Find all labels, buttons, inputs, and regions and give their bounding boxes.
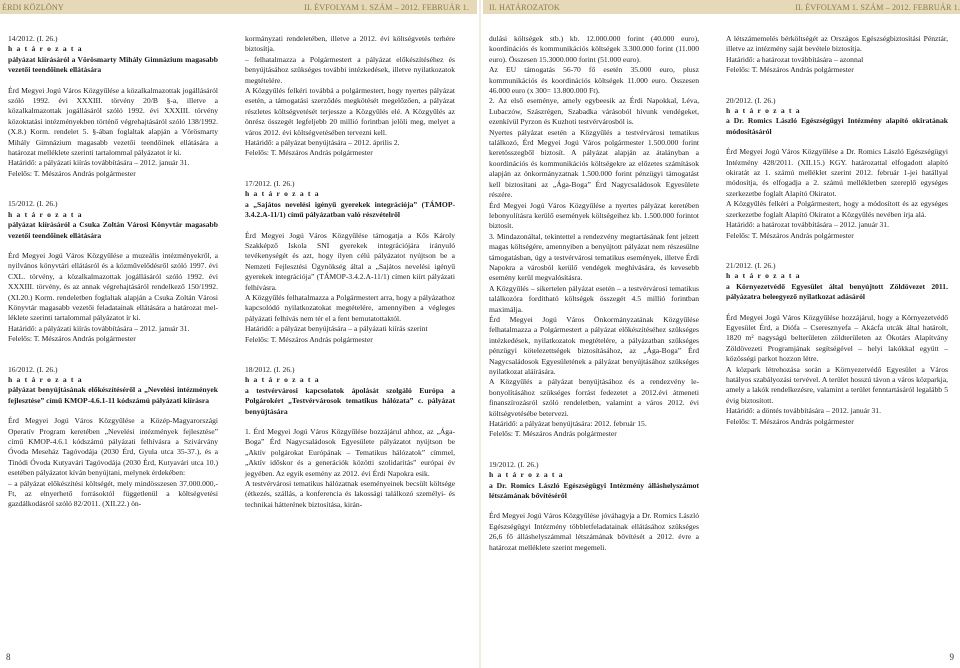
body-paragraph: Határidő: a határozat továbbítására – azonnal <box>726 54 864 64</box>
resolution-title: a testvérvárosi kapcsolatok ápolását szolgáló Európa a Polgárokért „Testvérvárosok tematikus hálózata” c. pályázat benyújtására <box>245 385 455 416</box>
spacer <box>8 345 218 365</box>
body-paragraph: Felelős: T. Mészáros András polgármester <box>726 65 854 75</box>
spacer <box>245 221 455 231</box>
resolution-number: 16/2012. (I. 26.) <box>8 364 58 374</box>
resolution-label: h a t á r o z a t a <box>489 470 564 480</box>
spacer <box>726 241 948 261</box>
spacer <box>245 417 455 427</box>
body-paragraph: Határidő: a pályázat benyújtására – 2012. április 2. <box>245 138 400 148</box>
body-paragraph: Felelős: T. Mészáros András polgármester <box>489 429 617 439</box>
body-paragraph: A Közgyűlés – sikertelen pályázat esetén – a testvérvárosi tematikus találkozóra fordítható költségek összegét 4.5 millió forintban maximálja. <box>489 283 699 314</box>
body-paragraph: Érd Megyei Jogú Város Közgyűlése jóváhagyja a Dr. Romics László Egészségügyi Intézmény többletfeladatainak ellátásához szükséges 26,6 fő álláshelyszámmal létszámának bővítését a 2012. évre a határozat melléklete szerint megemeli. <box>489 511 699 552</box>
body-paragraph: Érd Megyei Jogú Város Közgyűlése a nyertes pályázat keretében lebonyolításra kerülő események költségeihez kb. 1.500.000 forintot biztosít. <box>489 200 699 231</box>
spacer <box>726 137 948 147</box>
body-paragraph: A létszámemelés bérköltségét az Országos Egészségbiztosítási Pénztár, illetve az intézmény saját bevétele biztosítja. <box>726 34 948 54</box>
body-paragraph: A Közgyűlés a pályázat benyújtásához és a rendezvény lebonyolításához szükséges forrást fedezetet a 2012.évi átmeneti finanszírozásról szóló rendeletben, valamint a város 2012. évi költségvetésébe betervezi. <box>489 377 699 418</box>
spacer <box>245 345 455 365</box>
spacer <box>726 76 948 96</box>
running-header-left <box>0 0 477 14</box>
body-paragraph: Felelős: T. Mészáros András polgármester <box>8 334 136 344</box>
body-paragraph: Érd Megyei Jogú Város Közgyűlése a Közép-Magyarországi Operatív Program keretében „Nevelési intézmények fejlesztése” című KMOP-4.6.1 kódszámú pályázati felhívásra a Szivárvány Óvoda Meseház Tagóvodája (2030 Érd, Gyula utca 35-37.), és a Tinódi Óvoda Kutyavári Tagóvodája (2030 Érd, Kutyavári utca 10.) esetében pályázatot kíván benyújtani, melynek érdekében: <box>8 416 218 478</box>
resolution-title: pályázat benyújtásának előkészítéséről a „Nevelési intézmények fejlesztése” című KMOP-4.6.1-11 kódszámú pályázati kiírásra <box>8 385 218 405</box>
spacer <box>489 501 699 511</box>
resolution-label: h a t á r o z a t a <box>8 209 83 219</box>
body-paragraph: Érd Megyei Jogú Város Közgyűlése hozzájárul, hogy a Környezetvédő Egyesület Érd, a Diófa – Cseresznyefa – Akácfa utcák által határolt, 1820 m² nagyságú belterületen zöldterületen az Ökotárs Alapítvány Zöldövezeti Programjának segítségével – helyi lakókkal együtt – közösségi parkot hozzon létre. <box>726 312 948 364</box>
body-paragraph: Az EU támogatás 56-70 fő esetén 35.000 euro, plusz kommunikációs és koordinációs költségek 11.000 euro. Összesen 46.000 euro (x 300= 13.800.000 Ft). <box>489 65 699 96</box>
resolution-number: 15/2012. (I. 26.) <box>8 199 58 209</box>
section-title: II. HATÁROZATOK <box>489 2 560 12</box>
resolution-label: h a t á r o z a t a <box>8 44 83 54</box>
body-paragraph: – felhatalmazza a Polgármestert a pályázat előkészítéséhez és benyújtásához szükséges további intézkedések, illetve nyilatkozatok megtételére. <box>245 54 455 85</box>
body-paragraph: Érd Megyei Jogú Város Közgyűlése a muzeális intézményekről, a nyilvános könyvtári ellátásról és a közművelődésről szóló 1997. évi CXL. törvény, a közalkalmazottak jogállásáról szóló 1992. évi XXXIII. törvény, és az annak végrehajtásáról rendelkező 150/1992. (XI.20.) Korm. rendeletben foglaltak alapján a Csuka Zoltán Városi Könyvtár magasabb vezetői feladatainak ellátására a határozat melléklete szerinti tartalommal pályázatot ír ki. <box>8 250 218 323</box>
gazette-title: ÉRDI KÖZLÖNY <box>2 2 64 12</box>
body-paragraph: Nyertes pályázat esetén a Közgyűlés a testvérvárosi tematikus találkozó, Érd Megyei Jogú Város polgármester 1.500.000 forint keretösszegből biztosít. A pályázat alapján az átalányban a koordinációs és kommunikációs költségekre az előzetes számítások alapján az önkormányzatnak 1.500.000 forint pénzügyi támogatást kell biztosítani az „Ága-Boga” Érd Nagycsaládosok Egyesülete részére. <box>489 127 699 200</box>
body-paragraph: Érd Megyei Jogú Város Közgyűlése a Dr. Romics László Egészségügyi Intézmény 428/2011. (XII.15.) KGY. határozattal elfogadott alapító okiratát az 1. számú melléklet szerint 2012. február 1-jei hatállyal módosítja, és elfogadja a 2. számú mellékletben szereplő egységes szerkezetbe foglalt Alapító Okiratot. <box>726 147 948 198</box>
body-paragraph: Felelős: T. Mészáros András polgármester <box>245 148 373 158</box>
resolution-number: 20/2012. (I. 26.) <box>726 95 776 105</box>
resolution-title: a Dr. Romics László Egészségügyi Intézmény álláshelyszámot létszámának bővítéséről <box>489 480 699 501</box>
body-paragraph: Felelős: T. Mészáros András polgármester <box>726 416 854 426</box>
resolution-label: h a t á r o z a t a <box>245 189 320 199</box>
issue-info-left: II. ÉVFOLYAM 1. SZÁM – 2012. FEBRUÁR 1. <box>304 2 469 12</box>
spacer <box>8 406 218 416</box>
resolution-label: h a t á r o z a t a <box>245 375 320 385</box>
body-paragraph: – a pályázat előkészítési költségét, mely mindösszesen 37.000.000,- Ft, az elnyerhető forrásoktól függetlenül a költségvetési gazdálkodásról szóló 82/2011. (XII.22.) ön- <box>8 478 218 509</box>
text-column-4 <box>726 34 948 427</box>
body-paragraph: kormányzati rendeletében, illetve a 2012. évi költségvetés terhére biztosítja. <box>245 34 455 54</box>
resolution-label: h a t á r o z a t a <box>726 271 801 281</box>
resolution-number: 18/2012. (I. 26.) <box>245 364 295 374</box>
text-column-1 <box>8 34 218 510</box>
resolution-label: h a t á r o z a t a <box>726 106 801 116</box>
spacer <box>489 440 699 460</box>
spacer <box>8 179 218 199</box>
resolution-title: pályázat kiírásáról a Csuka Zoltán Városi Könyvtár magasabb vezetői teendőinek ellátására <box>8 220 218 240</box>
resolution-number: 19/2012. (I. 26.) <box>489 459 539 469</box>
body-paragraph: 3. Mindazonáltal, tekintettel a rendezvény megtartásának fent jelzett magas költségére, amennyiben a benyújtott pályázat nem részesülne támogatásban, úgy a testvérvárosi tematikus események, illetve Érdi Napokra a városból kerülő vendégek meghívására, és kevesebb esemény kerül megvalósításra. <box>489 231 699 283</box>
body-paragraph: A Közgyűlés felhatalmazza a Polgármestert arra, hogy a pályázathoz kapcsolódó nyilatkozatokat megtételére, amennyiben a végleges pályázati felhívás nem tér el a fent bemutatottaktól. <box>245 292 455 323</box>
page-number-left: 8 <box>6 652 11 662</box>
body-paragraph: 1. Érd Megyei Jogú Város Közgyűlése hozzájárul ahhoz, az „Ága-Boga” Érd Nagycsaládosok Egyesülete pályázatot nyújtson be „Aktív polgárokat Európának – Tematikus hálózatok” címmel, „Aktív időskor és a generációk közötti szolidaritás” európai év jegyében. Az egyik esemény az 2012. évi Érdi Napokra esik. <box>245 427 455 478</box>
spacer <box>245 159 455 179</box>
body-paragraph: Érd Megyei Jogú Város Közgyűlése támogatja a Kős Károly Szakképző Iskola SNI gyerekek integrációjára irányuló tevékenységét és azt, hogy ilyen célú pályázatot nyújtson be a Nemzeti Fejlesztési Ügynökség által a „Sajátos nevelési igényű gyerekek integrációja” (TÁMOP-3.4.2.A-11/1) címen kiírt pályázati felhívásra. <box>245 230 455 292</box>
resolution-title: a Dr. Romics László Egészségügyi Intézmény alapító okiratának módosításáról <box>726 116 948 136</box>
spacer <box>8 241 218 251</box>
body-paragraph: A Közgyűlés felkéri a Polgármestert, hogy a módosított és az egységes szerkezetbe foglalt Alapító Okiratot a Közgyűlés nevében írja alá. <box>726 199 948 219</box>
resolution-number: 17/2012. (I. 26.) <box>245 178 295 188</box>
page-number-right: 9 <box>949 652 954 662</box>
body-paragraph: A közpark létrehozása során a Környezetvédő Egyesület a Város hatályos szabályozási tervével. A terület hosszú távon a város közparkja, amely a lakók rendelkezésre, valamint a terület fenntartásáról legalább 5 évig biztosított. <box>726 364 948 405</box>
resolution-label: h a t á r o z a t a <box>8 374 83 384</box>
body-paragraph: 2. Az első eseménye, amely egybeesik az Érdi Napokkal, Léva, Lubaczów, Szászrégen, Szabadka várásoból hívunk vendégeket, ezenkívül Pyrzon és Kuzhoti testvérvárosból is. <box>489 96 699 127</box>
body-paragraph: A Közgyűlés felkéri továbbá a polgármestert, hogy nyertes pályázat esetén, a támogatási szerződés megkötését megelőzően, a pályázat részletes költségvetését terjessze a Közgyűlés elé. A Közgyűlés az önrész összegét legfeljebb 20 millió forintban jelöli meg, melyet a város 2012. évi költségvetésében tervezni kell. <box>245 86 455 137</box>
resolution-number: 21/2012. (I. 26.) <box>726 260 776 270</box>
resolution-title: a Környezetvédő Egyesület által benyújtott Zöldövezet 2011. pályázatra beleegyező nyilatkozat adásáról <box>726 281 948 302</box>
resolution-number: 14/2012. (I. 26.) <box>8 34 58 43</box>
issue-info-right: II. ÉVFOLYAM 1. SZÁM – 2012. FEBRUÁR 1. <box>795 2 960 12</box>
running-header-right <box>483 0 960 14</box>
body-paragraph: Határidő: a pályázati kiírás továbbítására – 2012. január 31. <box>8 158 190 168</box>
body-paragraph: dulási költségek stb.) kb. 12.000.000 forint (40.000 euro), koordinációs és kommunikációs költségek 3.300.000 forint (11.000 euro). Összesen 15.3000.000 forint (51.000 euro). <box>489 34 699 64</box>
body-paragraph: Határidő: a döntés továbbítására – 2012. január 31. <box>726 406 881 416</box>
body-paragraph: Érd Megyei Jogú Város Közgyűlése a közalkalmazottak jogállásáról szóló 1992. évi XXXIII. törvény 20/B §-a, illetve a közalkalmazottak jogállásáról szóló 1992. évi XXXIII. törvény közoktatási intézményekben történő végrehajtásáról szóló 138/1992. (X.8.) Korm. rendelet 5. §-ában foglaltak alapján a Vörösmarty Mihály Gimnázium magasabb vezetői teendőinek ellátására a határozat melléklete szerinti tartalommal pályázatot ír ki. <box>8 85 218 158</box>
page-gutter <box>479 0 481 668</box>
spacer <box>726 303 948 313</box>
body-paragraph: Határidő: a pályázat benyújtására – a pályázati kiírás szerint <box>245 324 428 334</box>
resolution-title: a „Sajátos nevelési igényű gyerekek integrációja” (TÁMOP-3.4.2.A-11/1) című pályázatban való részvételről <box>245 199 455 220</box>
body-paragraph: Felelős: T. Mészáros András polgármester <box>726 230 854 240</box>
text-column-2 <box>245 34 455 510</box>
body-paragraph: Határidő: a pályázat benyújtására: 2012. február 15. <box>489 419 647 429</box>
body-paragraph: A testvérvárosi tematikus hálózatnak eseményeinek becsült költsége (étkezés, szállás, a konferencia és lakossági találkozó személyi- és technikai hátterének biztosítása, kirán- <box>245 479 455 509</box>
resolution-title: pályázat kiírásáról a Vörösmarty Mihály Gimnázium magasabb vezetői teendőinek ellátására <box>8 54 218 75</box>
text-column-3 <box>489 34 699 553</box>
body-paragraph: Határidő: a határozat továbbítására – 2012. január 31. <box>726 220 889 230</box>
spacer <box>8 76 218 86</box>
body-paragraph: Határidő: a pályázati kiírás továbbítására – 2012. január 31. <box>8 323 190 333</box>
body-paragraph: Felelős: T. Mészáros András polgármester <box>8 168 136 178</box>
body-paragraph: Érd Megyei Jogú Város Önkormányzatának Közgyűlése felhatalmazza a Polgármestert a pályázat előkészítéséhez szükséges intézkedések, nyilatkozatok megtételére, a pályázatban szükséges pénzügyi kötelezettségek biztosításához, az „Ága-Boga” Érd Nagycsaládosok Egyesületének a pályázat benyújtásához szükséges nyilatkozat aláírására. <box>489 314 699 376</box>
body-paragraph: Felelős: T. Mészáros András polgármester <box>245 334 373 344</box>
